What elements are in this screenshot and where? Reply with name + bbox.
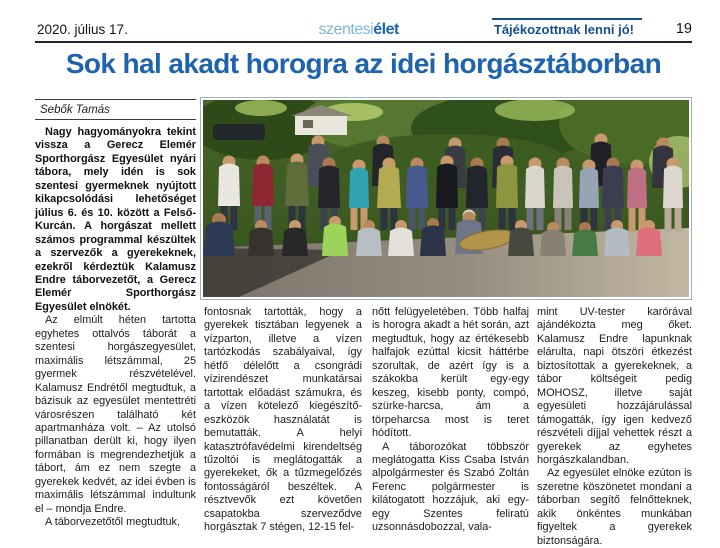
paragraph: A táborozókat többször meglátogatta Kiss Csaba István alpolgármester és Szabó Zoltán Ferenc polgármester is kilátogatott hozzájuk, aki egy-egy Szentes feliratú uzsonnásdobozzal, vala- (372, 440, 529, 534)
paragraph: mint UV-tester karórával ajándékozta meg őket. Kalamusz Endre lapunknak elárulta, napi ötszöri étkezést biztosítottak a gyerekeknek, a tábor költségeit pedig MOHOSZ, illetve saját egyesületi hozzájárulással támogatták, így igen kedvező részvételi díjjal vehettek részt a gyerekek az egyhetes horgászkalandban. (537, 306, 692, 466)
camp-group-photo (200, 97, 692, 300)
author-name: Sebők Tamás (40, 103, 110, 116)
lead-paragraph: Nagy hagyományokra tekint vissza a Gerecz Elemér Sporthorgász Egyesület nyári tábora, mely idén is sok szentesi gyermeknek nyújtott kikapcsolódási lehetőséget július 6. és 10. között a Felső-Kurcán. A horgászat mellett számos programmal készültek a szervezők a gyerekeknek, ezekről kérdeztük Kalamusz Endre táborvezetőt, a Gerecz Elemér Sporthorgász Egyesület elnökét. (35, 126, 196, 313)
motto-slogan: Tájékozottnak lenni jó! (492, 18, 642, 37)
byline (35, 99, 196, 120)
masthead-logo (319, 21, 399, 39)
car (213, 124, 265, 140)
paragraph: Az elmúlt héten tartotta egyhetes ottalvós táborát a szentesi horgászegyesület, maximális létszámmal, 25 gyermek részvételével. Kalamusz Endrétől megtudtuk, a bázisuk az egyesület mentettréti városrészen található két apartmanháza volt. – Az utolsó pillanatban derült ki, hogy ilyen formában is megrendezhetjük a tábort, ám ez nem szegte a gyerekek kedvét, az idei évben is maximális létszámmal indultunk el – mondja Endre. (35, 314, 196, 515)
paragraph: fontosnak tartották, hogy a gyerekek tisztában legyenek a vízparton, illetve a vízen tartózkodás szabályaival, így hétfő délelőtt a csongrádi vízirendészet munkatársai tartottak előadást számukra, és a vízen kötelező kiegészítő-eszközök használatát is bemutatták. A helyi katasztrófavédelmi kirendeltség tűzoltói is meglátogatták a gyerekeket, ők a tűzmegelőzés fontosságáról beszéltek. A résztvevők ezt követően csapatokba szerveződve horgásztak 7 stégen, 12-15 fel- (204, 306, 362, 534)
camp-group-photo-illustration (203, 100, 689, 297)
article-column-4 (537, 306, 692, 547)
article-column-1 (35, 126, 196, 529)
paragraph: nőtt felügyeletében. Több halfaj is horogra akadt a hét során, azt megtudtuk, hogy az értékesebb halfajok ezúttal kicsit háttérbe szorultak, de azért így is a szákokba került egy-egy keszeg, kisebb ponty, compó, szürke-harcsa, ám a törpeharcsa most is teret hódított. (372, 306, 529, 440)
article-column-2 (204, 306, 362, 534)
page-header (35, 18, 692, 43)
article-headline: Sok hal akadt horogra az idei horgásztáborban (65, 48, 662, 79)
issue-date: 2020. július 17. (37, 22, 128, 37)
paragraph: Az egyesület elnöke ezúton is szeretne köszönetet mondani a táborban segítő felnőtteknek, akik önkéntes munkában figyeltek a gyerekek biztonságára. (537, 467, 692, 547)
article-column-3 (372, 306, 529, 534)
masthead-light-part: szentesi (318, 21, 374, 38)
paragraph: A táborvezetőtől megtudtuk, (45, 516, 181, 529)
page-number: 19 (675, 21, 692, 37)
masthead-bold-part: élet (373, 21, 399, 38)
